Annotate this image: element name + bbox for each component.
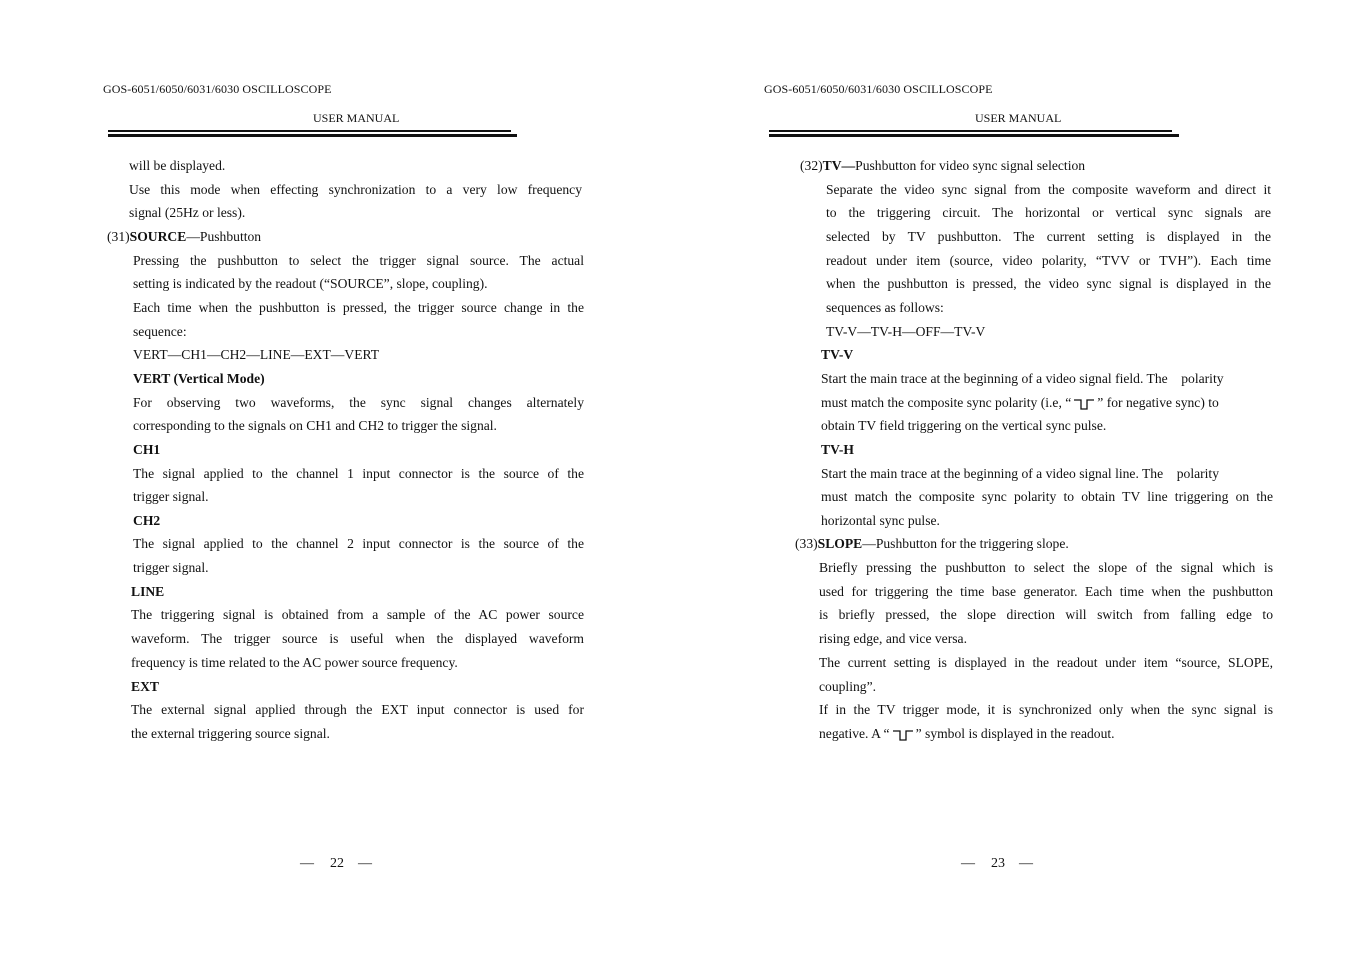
- body-line: If in the TV trigger mode, it is synchronized only when the sync signal is: [819, 702, 1273, 717]
- page-number: — 22 —: [300, 856, 372, 871]
- body-line: Use this mode when effecting synchronization to a very low frequency: [129, 182, 582, 197]
- body-line: sequences as follows:: [826, 300, 944, 315]
- body-line: The current setting is displayed in the readout under item “source, SLOPE,: [819, 655, 1273, 670]
- body-line: The external signal applied through the EXT input connector is used for: [131, 702, 584, 717]
- body-line: Separate the video sync signal from the composite waveform and direct it: [826, 182, 1271, 197]
- header-title: GOS-6051/6050/6031/6030 OSCILLOSCOPE: [764, 82, 993, 96]
- subheading: EXT: [131, 679, 159, 694]
- header-title: GOS-6051/6050/6031/6030 OSCILLOSCOPE: [103, 82, 332, 96]
- body-line: will be displayed.: [129, 158, 226, 173]
- body-line: waveform. The trigger source is useful when the displayed waveform: [131, 631, 584, 646]
- subheading: CH2: [133, 513, 161, 528]
- right-page: [660, 0, 1351, 954]
- subheading: TV-H: [821, 442, 854, 457]
- section-name: SLOPE: [817, 536, 863, 551]
- section-name: TV—: [822, 158, 856, 173]
- section-heading-32: [800, 157, 1085, 175]
- body-line: corresponding to the signals on CH1 and CH2 to trigger the signal.: [133, 418, 497, 433]
- section-number: (33): [795, 536, 818, 551]
- subheading: LINE: [131, 584, 165, 599]
- sequence-line: VERT—CH1—CH2—LINE—EXT—VERT: [133, 347, 380, 362]
- body-line: The signal applied to the channel 2 input connector is the source of the: [133, 536, 584, 551]
- body-line: sequence:: [133, 324, 187, 339]
- negative-sync-pulse-icon: [892, 727, 914, 743]
- left-page: [0, 0, 675, 954]
- section-number: (32): [800, 158, 823, 173]
- body-line: is briefly pressed, the slope direction will switch from falling edge to: [819, 607, 1273, 622]
- negative-sync-pulse-icon: [1073, 396, 1095, 412]
- body-line: frequency is time related to the AC power source frequency.: [131, 655, 458, 670]
- section-desc: —Pushbutton: [186, 229, 262, 244]
- body-line-with-symbol: negative. A “ ” symbol is displayed in the readout.: [819, 726, 1115, 741]
- body-line: trigger signal.: [133, 489, 209, 504]
- body-line: obtain TV field triggering on the vertical sync pulse.: [821, 418, 1107, 433]
- body-line: signal (25Hz or less).: [129, 205, 246, 220]
- body-line: used for triggering the time base generator. Each time when the pushbutton: [819, 584, 1273, 599]
- body-line: when the pushbutton is pressed, the video sync signal is displayed in the: [826, 276, 1271, 291]
- body-line: Start the main trace at the beginning of a video signal field. The polarity: [821, 371, 1224, 386]
- header-subtitle: USER MANUAL: [975, 111, 1062, 125]
- section-heading-33: [795, 535, 1069, 553]
- body-line-with-symbol: must match the composite sync polarity (i.e, “ ” for negative sync) to: [821, 395, 1219, 410]
- subheading: CH1: [133, 442, 161, 457]
- subheading: TV-V: [821, 347, 854, 362]
- page-number: — 23 —: [961, 856, 1033, 871]
- section-desc: —Pushbutton for the triggering slope.: [862, 536, 1069, 551]
- body-line: setting is indicated by the readout (“SOURCE”, slope, coupling).: [133, 276, 488, 291]
- body-line: The triggering signal is obtained from a sample of the AC power source: [131, 607, 584, 622]
- body-line: Pressing the pushbutton to select the trigger signal source. The actual: [133, 253, 584, 268]
- body-line: the external triggering source signal.: [131, 726, 330, 741]
- body-line: For observing two waveforms, the sync signal changes alternately: [133, 395, 584, 410]
- section-heading-31: [107, 228, 261, 246]
- body-line: Start the main trace at the beginning of a video signal line. The polarity: [821, 466, 1220, 481]
- body-line: Each time when the pushbutton is pressed, the trigger source change in the: [133, 300, 584, 315]
- header-subtitle: USER MANUAL: [313, 111, 400, 125]
- body-line: horizontal sync pulse.: [821, 513, 940, 528]
- section-number: (31): [107, 229, 130, 244]
- section-name: SOURCE: [129, 229, 187, 244]
- body-line: Briefly pressing the pushbutton to select the slope of the signal which is: [819, 560, 1273, 575]
- body-line: readout under item (source, video polarity, “TVV or TVH”). Each time: [826, 253, 1271, 268]
- section-desc: Pushbutton for video sync signal selection: [855, 158, 1086, 173]
- body-line: coupling”.: [819, 679, 877, 694]
- sequence-line: TV-V—TV-H—OFF—TV-V: [826, 324, 986, 339]
- body-line: to the triggering circuit. The horizontal or vertical sync signals are: [826, 205, 1271, 220]
- body-line: must match the composite sync polarity to obtain TV line triggering on the: [821, 489, 1273, 504]
- body-line: trigger signal.: [133, 560, 209, 575]
- body-line: selected by TV pushbutton. The current setting is displayed in the: [826, 229, 1271, 244]
- body-line: rising edge, and vice versa.: [819, 631, 967, 646]
- body-line: The signal applied to the channel 1 input connector is the source of the: [133, 466, 584, 481]
- subheading: VERT (Vertical Mode): [133, 371, 265, 386]
